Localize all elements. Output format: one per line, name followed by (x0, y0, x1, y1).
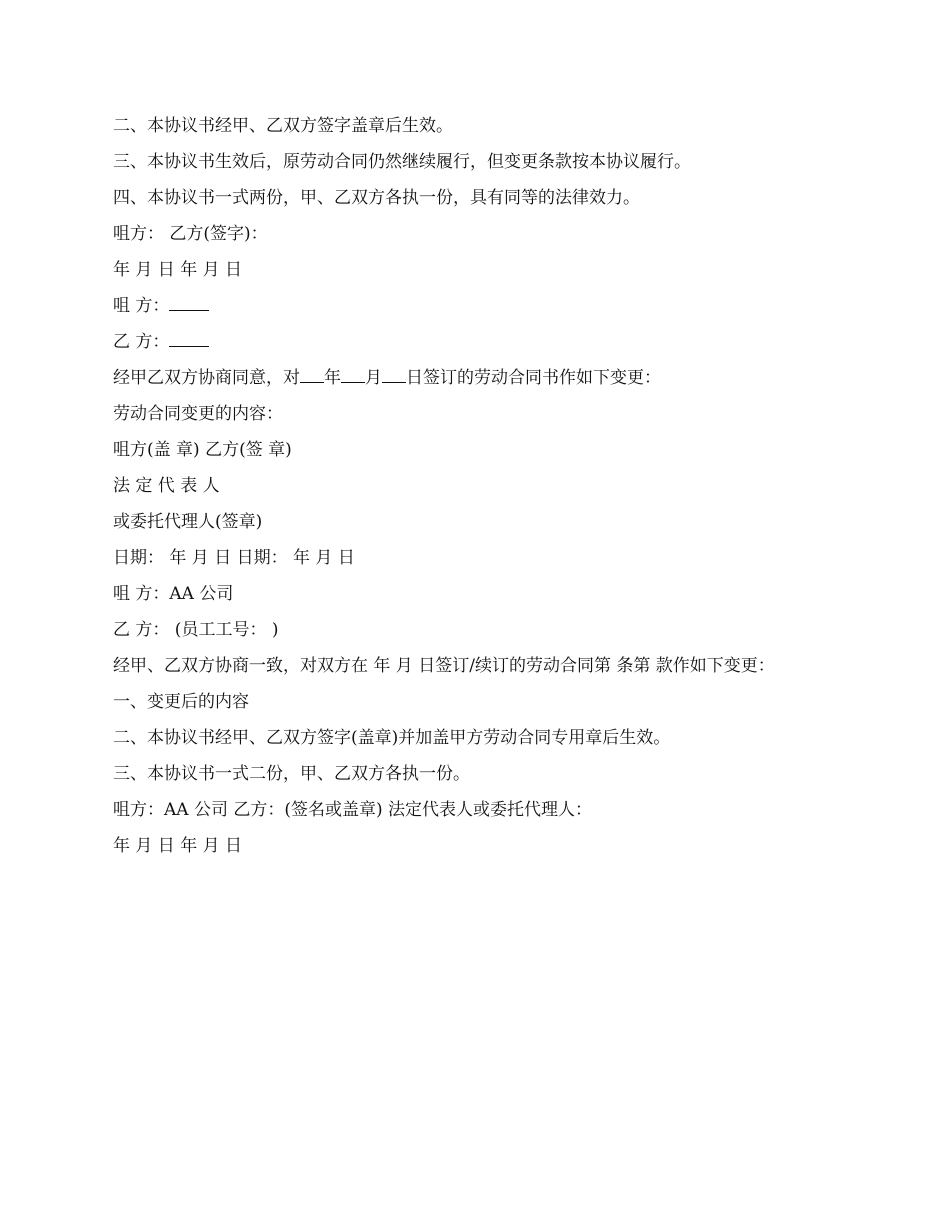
final-date-line: 年 月 日 年 月 日 (113, 836, 243, 856)
month-text: 月 (365, 368, 382, 388)
seal-line: 咀方(盖 章) 乙方(签 章) (113, 440, 292, 460)
year-text: 年 (324, 368, 341, 388)
day-blank (382, 368, 406, 383)
day-text: 日签订的劳动合同书作如下变更： (406, 368, 661, 388)
party-b-label: 乙 方： (113, 332, 170, 352)
clause-three-copies: 三、本协议书一式二份，甲、乙双方各执一份。 (113, 764, 470, 784)
intro-text: 经甲乙双方协商同意，对 (113, 368, 300, 388)
clause-one-changed-content: 一、变更后的内容 (113, 692, 249, 712)
change-agreement-intro (113, 360, 873, 396)
document-body (113, 108, 873, 864)
clause-two-signing: 二、本协议书经甲、乙双方签字盖章后生效。 (113, 116, 453, 136)
party-a-field (113, 288, 873, 324)
dates-line: 日期： 年 月 日 日期： 年 月 日 (113, 548, 355, 568)
authorized-agent-line: 或委托代理人(签章) (113, 512, 263, 532)
party-a-company-line: 咀 方：AA 公司 (113, 584, 234, 604)
signature-parties-line: 咀方： 乙方(签字)： (113, 224, 268, 244)
party-b-employee-line: 乙 方： (员工工号： ) (113, 620, 279, 640)
clause-four-copies: 四、本协议书一式两份，甲、乙双方各执一份，具有同等的法律效力。 (113, 188, 640, 208)
clause-three-effect: 三、本协议书生效后，原劳动合同仍然继续履行，但变更条款按本协议履行。 (113, 152, 691, 172)
legal-representative-line: 法 定 代 表 人 (113, 476, 220, 496)
party-b-field (113, 324, 873, 360)
party-a-label: 咀 方： (113, 296, 170, 316)
change-content-heading: 劳动合同变更的内容： (113, 404, 283, 424)
month-blank (341, 368, 365, 383)
party-b-blank (169, 332, 209, 347)
second-agreement-intro: 经甲、乙双方协商一致，对双方在 年 月 日签订/续订的劳动合同第 条第 款作如下变更： (113, 656, 775, 676)
date-line: 年 月 日 年 月 日 (113, 260, 243, 280)
clause-two-seal: 二、本协议书经甲、乙双方签字(盖章)并加盖甲方劳动合同专用章后生效。 (113, 728, 671, 748)
year-blank (300, 368, 324, 383)
party-a-blank (169, 296, 209, 311)
final-signature-line: 咀方：AA 公司 乙方：(签名或盖章) 法定代表人或委托代理人： (113, 800, 593, 820)
